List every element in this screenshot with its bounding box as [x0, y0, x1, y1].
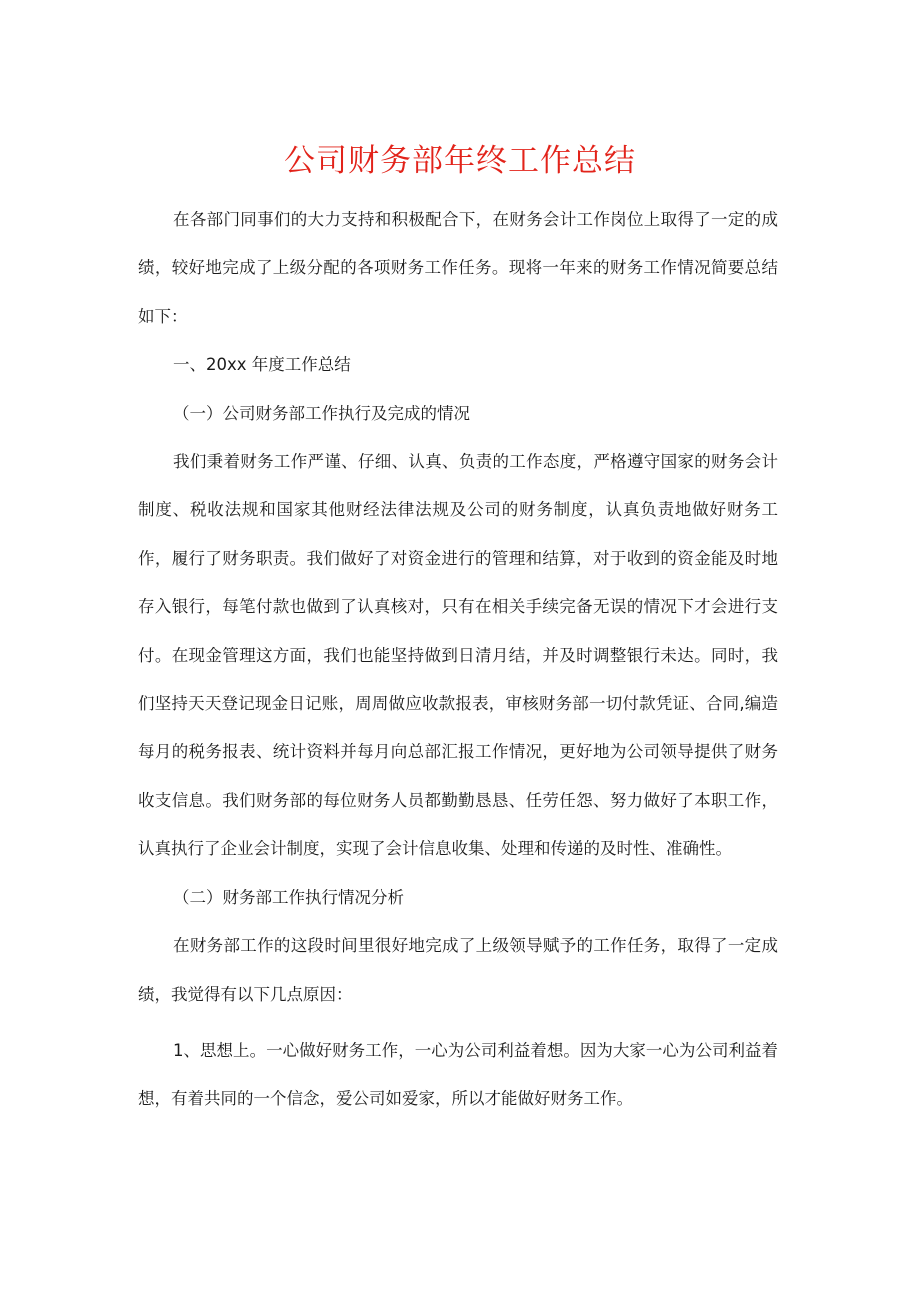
subsection-heading-1: （一）公司财务部工作执行及完成的情况: [173, 403, 470, 423]
paragraph-execution: 我们秉着财务工作严谨、仔细、认真、负责的工作态度，严格遵守国家的财务会计制度、税收法规和国家其他财经法律法规及公司的财务制度，认真负责地做好财务工作，履行了财务职责。我们做好了对资金进行的管理和结算，对于收到的资金能及时地存入银行，每笔付款也做到了认真核对，只有在相关手续完备无误的情况下才会进行支付。在现金管理这方面，我们也能坚持做到日清月结，并及时调整银行未达。同时，我们坚持天天登记现金日记账，周周做应收款报表，审核财务部一切付款凭证、合同,编造每月的税务报表、统计资料并每月向总部汇报工作情况，更好地为公司领导提供了财务收支信息。我们财务部的每位财务人员都勤勤恳恳、任劳任怨、努力做好了本职工作，认真执行了企业会计制度，实现了会计信息收集、处理和传递的及时性、准确性。: [138, 452, 778, 859]
document-title: 公司财务部年终工作总结: [284, 143, 636, 179]
subsection-heading-2: （二）财务部工作执行情况分析: [173, 887, 404, 907]
paragraph-analysis: 在财务部工作的这段时间里很好地完成了上级领导赋予的工作任务，取得了一定成绩，我觉得有以下几点原因：: [138, 936, 778, 1004]
paragraph-point-1: 1、思想上。一心做好财务工作，一心为公司利益着想。因为大家一心为公司利益着想，有着共同的一个信念，爱公司如爱家，所以才能做好财务工作。: [138, 1040, 778, 1109]
paragraph-intro: 在各部门同事们的大力支持和积极配合下，在财务会计工作岗位上取得了一定的成绩，较好地完成了上级分配的各项财务工作任务。现将一年来的财务工作情况简要总结如下：: [138, 210, 778, 326]
document-body: [138, 196, 778, 1124]
section-heading-1: 一、20xx 年度工作总结: [173, 355, 351, 375]
